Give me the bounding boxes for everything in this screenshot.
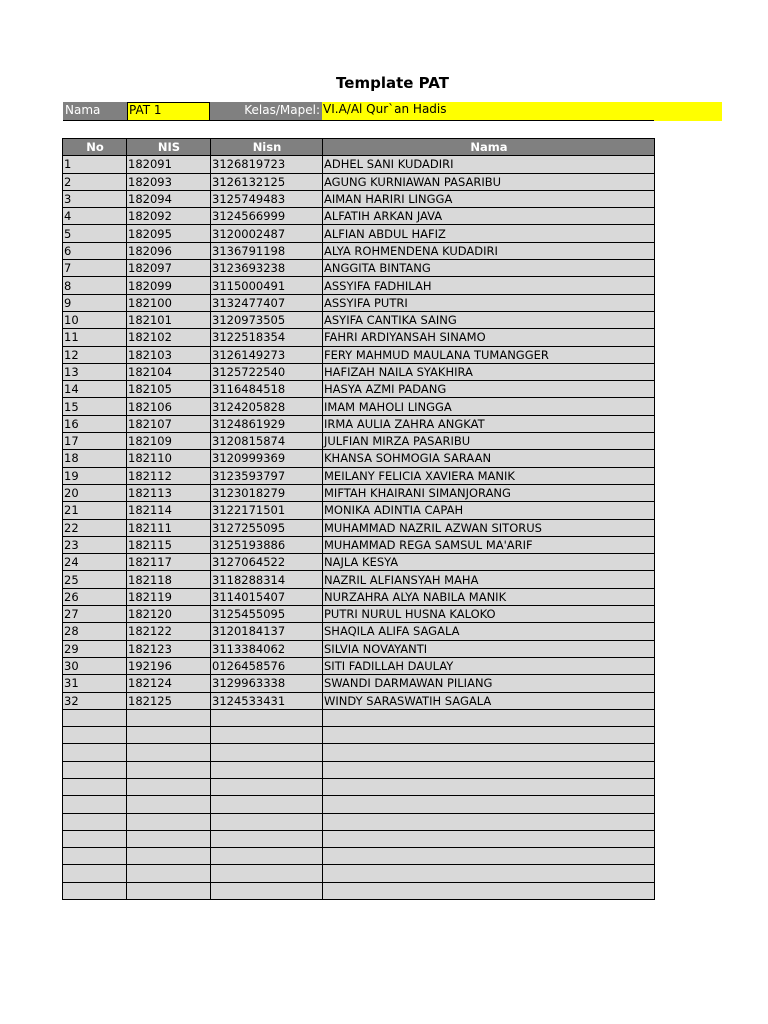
cell-nis[interactable]: 182115 bbox=[127, 536, 211, 553]
cell-nama[interactable]: IRMA AULIA ZAHRA ANGKAT bbox=[323, 415, 655, 432]
empty-table-row bbox=[63, 709, 655, 726]
empty-cell-nama[interactable] bbox=[323, 796, 655, 813]
empty-cell-nis[interactable] bbox=[127, 848, 211, 865]
empty-cell-nama[interactable] bbox=[323, 727, 655, 744]
cell-nis[interactable]: 182097 bbox=[127, 260, 211, 277]
cell-no[interactable]: 26 bbox=[63, 588, 127, 605]
empty-cell-nisn[interactable] bbox=[211, 882, 323, 899]
cell-nama[interactable]: NAJLA KESYA bbox=[323, 554, 655, 571]
cell-nisn[interactable]: 3113384062 bbox=[211, 640, 323, 657]
cell-no[interactable]: 10 bbox=[63, 311, 127, 328]
cell-nisn[interactable]: 3129963338 bbox=[211, 675, 323, 692]
cell-nisn[interactable]: 3126149273 bbox=[211, 346, 323, 363]
table-row bbox=[63, 657, 655, 674]
empty-cell-nisn[interactable] bbox=[211, 744, 323, 761]
empty-table-row bbox=[63, 778, 655, 795]
cell-nama[interactable]: AGUNG KURNIAWAN PASARIBU bbox=[323, 173, 655, 190]
empty-cell-no[interactable] bbox=[63, 778, 127, 795]
cell-nama[interactable]: FAHRI ARDIYANSAH SINAMO bbox=[323, 329, 655, 346]
kelas-mapel-label: Kelas/Mapel: bbox=[210, 102, 322, 121]
empty-cell-nisn[interactable] bbox=[211, 813, 323, 830]
table-row bbox=[63, 311, 655, 328]
cell-nis[interactable]: 182112 bbox=[127, 467, 211, 484]
cell-no[interactable]: 20 bbox=[63, 484, 127, 501]
cell-no[interactable]: 27 bbox=[63, 606, 127, 623]
cell-nis[interactable]: 182114 bbox=[127, 502, 211, 519]
cell-no[interactable]: 24 bbox=[63, 554, 127, 571]
cell-no[interactable]: 19 bbox=[63, 467, 127, 484]
cell-no[interactable]: 16 bbox=[63, 415, 127, 432]
table-row bbox=[63, 571, 655, 588]
cell-nisn[interactable]: 3127255095 bbox=[211, 519, 323, 536]
cell-no[interactable]: 22 bbox=[63, 519, 127, 536]
cell-nama[interactable]: ADHEL SANI KUDADIRI bbox=[323, 156, 655, 173]
empty-cell-no[interactable] bbox=[63, 796, 127, 813]
cell-no[interactable]: 6 bbox=[63, 242, 127, 259]
cell-nama[interactable]: FERY MAHMUD MAULANA TUMANGGER bbox=[323, 346, 655, 363]
cell-nama[interactable]: SILVIA NOVAYANTI bbox=[323, 640, 655, 657]
cell-nisn[interactable]: 3126132125 bbox=[211, 173, 323, 190]
cell-nama[interactable]: SHAQILA ALIFA SAGALA bbox=[323, 623, 655, 640]
cell-nis[interactable]: 182091 bbox=[127, 156, 211, 173]
table-row bbox=[63, 415, 655, 432]
cell-nis[interactable]: 182117 bbox=[127, 554, 211, 571]
cell-no[interactable]: 3 bbox=[63, 190, 127, 207]
cell-nisn[interactable]: 3124205828 bbox=[211, 398, 323, 415]
table-row bbox=[63, 363, 655, 380]
table-row bbox=[63, 692, 655, 709]
empty-table-row bbox=[63, 761, 655, 778]
cell-nama[interactable]: MONIKA ADINTIA CAPAH bbox=[323, 502, 655, 519]
cell-no[interactable]: 31 bbox=[63, 675, 127, 692]
cell-nama[interactable]: NURZAHRA ALYA NABILA MANIK bbox=[323, 588, 655, 605]
cell-no[interactable]: 28 bbox=[63, 623, 127, 640]
cell-no[interactable]: 14 bbox=[63, 381, 127, 398]
empty-table-row bbox=[63, 813, 655, 830]
cell-nisn[interactable]: 3116484518 bbox=[211, 381, 323, 398]
empty-table-row bbox=[63, 882, 655, 899]
table-row bbox=[63, 640, 655, 657]
empty-cell-nisn[interactable] bbox=[211, 796, 323, 813]
empty-table-row bbox=[63, 830, 655, 847]
cell-nama[interactable]: PUTRI NURUL HUSNA KALOKO bbox=[323, 606, 655, 623]
table-row bbox=[63, 346, 655, 363]
table-row bbox=[63, 433, 655, 450]
cell-no[interactable]: 5 bbox=[63, 225, 127, 242]
cell-nisn[interactable]: 3120973505 bbox=[211, 311, 323, 328]
empty-cell-nis[interactable] bbox=[127, 882, 211, 899]
cell-no[interactable]: 23 bbox=[63, 536, 127, 553]
cell-nis[interactable]: 182105 bbox=[127, 381, 211, 398]
cell-no[interactable]: 9 bbox=[63, 294, 127, 311]
cell-nisn[interactable]: 3120815874 bbox=[211, 433, 323, 450]
cell-no[interactable]: 32 bbox=[63, 692, 127, 709]
table-row bbox=[63, 450, 655, 467]
cell-no[interactable]: 2 bbox=[63, 173, 127, 190]
cell-nama[interactable]: HASYA AZMI PADANG bbox=[323, 381, 655, 398]
cell-nis[interactable]: 182113 bbox=[127, 484, 211, 501]
cell-no[interactable]: 21 bbox=[63, 502, 127, 519]
cell-nama[interactable]: ALYA ROHMENDENA KUDADIRI bbox=[323, 242, 655, 259]
empty-cell-no[interactable] bbox=[63, 882, 127, 899]
cell-nis[interactable]: 182107 bbox=[127, 415, 211, 432]
table-row bbox=[63, 242, 655, 259]
empty-cell-nisn[interactable] bbox=[211, 830, 323, 847]
cell-nis[interactable]: 182123 bbox=[127, 640, 211, 657]
table-row bbox=[63, 484, 655, 501]
empty-cell-nisn[interactable] bbox=[211, 778, 323, 795]
column-header-nisn: Nisn bbox=[211, 139, 323, 156]
cell-nama[interactable]: ALFATIH ARKAN JAVA bbox=[323, 208, 655, 225]
empty-table-row bbox=[63, 744, 655, 761]
cell-nis[interactable]: 182125 bbox=[127, 692, 211, 709]
cell-nisn[interactable]: 3124533431 bbox=[211, 692, 323, 709]
empty-cell-nama[interactable] bbox=[323, 813, 655, 830]
cell-nis[interactable]: 182096 bbox=[127, 242, 211, 259]
cell-no[interactable]: 12 bbox=[63, 346, 127, 363]
table-row bbox=[63, 606, 655, 623]
empty-cell-nis[interactable] bbox=[127, 744, 211, 761]
cell-no[interactable]: 30 bbox=[63, 657, 127, 674]
cell-nis[interactable]: 182109 bbox=[127, 433, 211, 450]
cell-no[interactable]: 17 bbox=[63, 433, 127, 450]
cell-nis[interactable]: 182110 bbox=[127, 450, 211, 467]
empty-cell-nama[interactable] bbox=[323, 709, 655, 726]
cell-nisn[interactable]: 3120002487 bbox=[211, 225, 323, 242]
cell-nama[interactable]: ANGGITA BINTANG bbox=[323, 260, 655, 277]
cell-nis[interactable]: 182111 bbox=[127, 519, 211, 536]
empty-cell-no[interactable] bbox=[63, 709, 127, 726]
cell-nama[interactable]: MEILANY FELICIA XAVIERA MANIK bbox=[323, 467, 655, 484]
cell-nama[interactable]: IMAM MAHOLI LINGGA bbox=[323, 398, 655, 415]
empty-cell-nama[interactable] bbox=[323, 761, 655, 778]
cell-nis[interactable]: 182103 bbox=[127, 346, 211, 363]
table-row bbox=[63, 588, 655, 605]
cell-no[interactable]: 1 bbox=[63, 156, 127, 173]
cell-nisn[interactable]: 3118288314 bbox=[211, 571, 323, 588]
cell-nama[interactable]: MIFTAH KHAIRANI SIMANJORANG bbox=[323, 484, 655, 501]
table-row bbox=[63, 675, 655, 692]
empty-cell-nisn[interactable] bbox=[211, 865, 323, 882]
table-header-row bbox=[63, 139, 655, 156]
table-row bbox=[63, 190, 655, 207]
cell-nisn[interactable]: 3114015407 bbox=[211, 588, 323, 605]
student-table bbox=[62, 138, 655, 900]
cell-nisn[interactable]: 3124861929 bbox=[211, 415, 323, 432]
empty-cell-nis[interactable] bbox=[127, 830, 211, 847]
cell-no[interactable]: 15 bbox=[63, 398, 127, 415]
table-row bbox=[63, 623, 655, 640]
cell-nama[interactable]: KHANSA SOHMOGIA SARAAN bbox=[323, 450, 655, 467]
kelas-mapel-value-cell[interactable]: VI.A/Al Qur`an Hadis bbox=[322, 102, 722, 121]
empty-cell-nis[interactable] bbox=[127, 796, 211, 813]
table-row bbox=[63, 381, 655, 398]
column-header-nama: Nama bbox=[323, 139, 655, 156]
empty-cell-no[interactable] bbox=[63, 727, 127, 744]
empty-cell-no[interactable] bbox=[63, 744, 127, 761]
empty-cell-nis[interactable] bbox=[127, 813, 211, 830]
nama-value-cell[interactable]: PAT 1 bbox=[127, 102, 210, 121]
cell-no[interactable]: 13 bbox=[63, 363, 127, 380]
cell-nisn[interactable]: 3124566999 bbox=[211, 208, 323, 225]
table-row bbox=[63, 329, 655, 346]
table-body bbox=[63, 156, 655, 900]
cell-nisn[interactable]: 3120999369 bbox=[211, 450, 323, 467]
cell-nama[interactable]: WINDY SARASWATIH SAGALA bbox=[323, 692, 655, 709]
cell-nis[interactable]: 182093 bbox=[127, 173, 211, 190]
cell-nis[interactable]: 192196 bbox=[127, 657, 211, 674]
empty-cell-no[interactable] bbox=[63, 830, 127, 847]
cell-nis[interactable]: 182095 bbox=[127, 225, 211, 242]
empty-cell-nis[interactable] bbox=[127, 727, 211, 744]
cell-nama[interactable]: NAZRIL ALFIANSYAH MAHA bbox=[323, 571, 655, 588]
cell-no[interactable]: 25 bbox=[63, 571, 127, 588]
empty-cell-nama[interactable] bbox=[323, 848, 655, 865]
empty-cell-nama[interactable] bbox=[323, 778, 655, 795]
cell-nama[interactable]: HAFIZAH NAILA SYAKHIRA bbox=[323, 363, 655, 380]
cell-nis[interactable]: 182100 bbox=[127, 294, 211, 311]
cell-nis[interactable]: 182099 bbox=[127, 277, 211, 294]
cell-nisn[interactable]: 3125455095 bbox=[211, 606, 323, 623]
cell-nisn[interactable]: 3126819723 bbox=[211, 156, 323, 173]
cell-nama[interactable]: SWANDI DARMAWAN PILIANG bbox=[323, 675, 655, 692]
empty-cell-nama[interactable] bbox=[323, 882, 655, 899]
cell-no[interactable]: 8 bbox=[63, 277, 127, 294]
cell-nama[interactable]: MUHAMMAD NAZRIL AZWAN SITORUS bbox=[323, 519, 655, 536]
table-row bbox=[63, 156, 655, 173]
cell-nisn[interactable]: 3123593797 bbox=[211, 467, 323, 484]
cell-nisn[interactable]: 3125722540 bbox=[211, 363, 323, 380]
cell-nis[interactable]: 182092 bbox=[127, 208, 211, 225]
empty-cell-nis[interactable] bbox=[127, 778, 211, 795]
cell-nis[interactable]: 182101 bbox=[127, 311, 211, 328]
empty-cell-nis[interactable] bbox=[127, 865, 211, 882]
cell-nis[interactable]: 182120 bbox=[127, 606, 211, 623]
column-header-nis: NIS bbox=[127, 139, 211, 156]
cell-nis[interactable]: 182119 bbox=[127, 588, 211, 605]
cell-nisn[interactable]: 3122171501 bbox=[211, 502, 323, 519]
nama-label: Nama bbox=[63, 102, 127, 121]
table-row bbox=[63, 277, 655, 294]
table-row bbox=[63, 294, 655, 311]
empty-table-row bbox=[63, 727, 655, 744]
empty-cell-nis[interactable] bbox=[127, 709, 211, 726]
cell-nisn[interactable]: 3127064522 bbox=[211, 554, 323, 571]
cell-no[interactable]: 18 bbox=[63, 450, 127, 467]
cell-no[interactable]: 29 bbox=[63, 640, 127, 657]
cell-nisn[interactable]: 3120184137 bbox=[211, 623, 323, 640]
cell-nisn[interactable]: 0126458576 bbox=[211, 657, 323, 674]
cell-nisn[interactable]: 3115000491 bbox=[211, 277, 323, 294]
cell-nama[interactable]: SITI FADILLAH DAULAY bbox=[323, 657, 655, 674]
table-row bbox=[63, 173, 655, 190]
cell-nama[interactable]: ASYIFA CANTIKA SAING bbox=[323, 311, 655, 328]
cell-nis[interactable]: 182094 bbox=[127, 190, 211, 207]
cell-nis[interactable]: 182102 bbox=[127, 329, 211, 346]
cell-nis[interactable]: 182122 bbox=[127, 623, 211, 640]
table-row bbox=[63, 225, 655, 242]
cell-nama[interactable]: ASSYIFA FADHILAH bbox=[323, 277, 655, 294]
empty-cell-nisn[interactable] bbox=[211, 761, 323, 778]
table-row bbox=[63, 208, 655, 225]
cell-nama[interactable]: ASSYIFA PUTRI bbox=[323, 294, 655, 311]
cell-nisn[interactable]: 3125193886 bbox=[211, 536, 323, 553]
cell-nama[interactable]: ALFIAN ABDUL HAFIZ bbox=[323, 225, 655, 242]
cell-nama[interactable]: MUHAMMAD REGA SAMSUL MA'ARIF bbox=[323, 536, 655, 553]
page-title: Template PAT bbox=[336, 74, 449, 92]
empty-table-row bbox=[63, 865, 655, 882]
empty-cell-nis[interactable] bbox=[127, 761, 211, 778]
table-row bbox=[63, 467, 655, 484]
table-row bbox=[63, 519, 655, 536]
empty-cell-nama[interactable] bbox=[323, 830, 655, 847]
cell-nis[interactable]: 182124 bbox=[127, 675, 211, 692]
empty-cell-no[interactable] bbox=[63, 848, 127, 865]
table-row bbox=[63, 260, 655, 277]
cell-nama[interactable]: AIMAN HARIRI LINGGA bbox=[323, 190, 655, 207]
table-row bbox=[63, 398, 655, 415]
table-row bbox=[63, 536, 655, 553]
cell-nis[interactable]: 182118 bbox=[127, 571, 211, 588]
empty-table-row bbox=[63, 796, 655, 813]
cell-nis[interactable]: 182106 bbox=[127, 398, 211, 415]
empty-cell-nama[interactable] bbox=[323, 744, 655, 761]
table-row bbox=[63, 554, 655, 571]
empty-cell-no[interactable] bbox=[63, 813, 127, 830]
cell-nisn[interactable]: 3125749483 bbox=[211, 190, 323, 207]
empty-cell-nisn[interactable] bbox=[211, 709, 323, 726]
empty-cell-no[interactable] bbox=[63, 865, 127, 882]
cell-no[interactable]: 7 bbox=[63, 260, 127, 277]
cell-no[interactable]: 11 bbox=[63, 329, 127, 346]
cell-nisn[interactable]: 3122518354 bbox=[211, 329, 323, 346]
table-row bbox=[63, 502, 655, 519]
kelas-underline bbox=[322, 120, 654, 121]
column-header-no: No bbox=[63, 139, 127, 156]
empty-cell-no[interactable] bbox=[63, 761, 127, 778]
cell-nama[interactable]: JULFIAN MIRZA PASARIBU bbox=[323, 433, 655, 450]
cell-no[interactable]: 4 bbox=[63, 208, 127, 225]
cell-nis[interactable]: 182104 bbox=[127, 363, 211, 380]
empty-cell-nisn[interactable] bbox=[211, 727, 323, 744]
cell-nisn[interactable]: 3132477407 bbox=[211, 294, 323, 311]
cell-nisn[interactable]: 3136791198 bbox=[211, 242, 323, 259]
cell-nisn[interactable]: 3123693238 bbox=[211, 260, 323, 277]
cell-nisn[interactable]: 3123018279 bbox=[211, 484, 323, 501]
empty-cell-nisn[interactable] bbox=[211, 848, 323, 865]
empty-table-row bbox=[63, 848, 655, 865]
empty-cell-nama[interactable] bbox=[323, 865, 655, 882]
